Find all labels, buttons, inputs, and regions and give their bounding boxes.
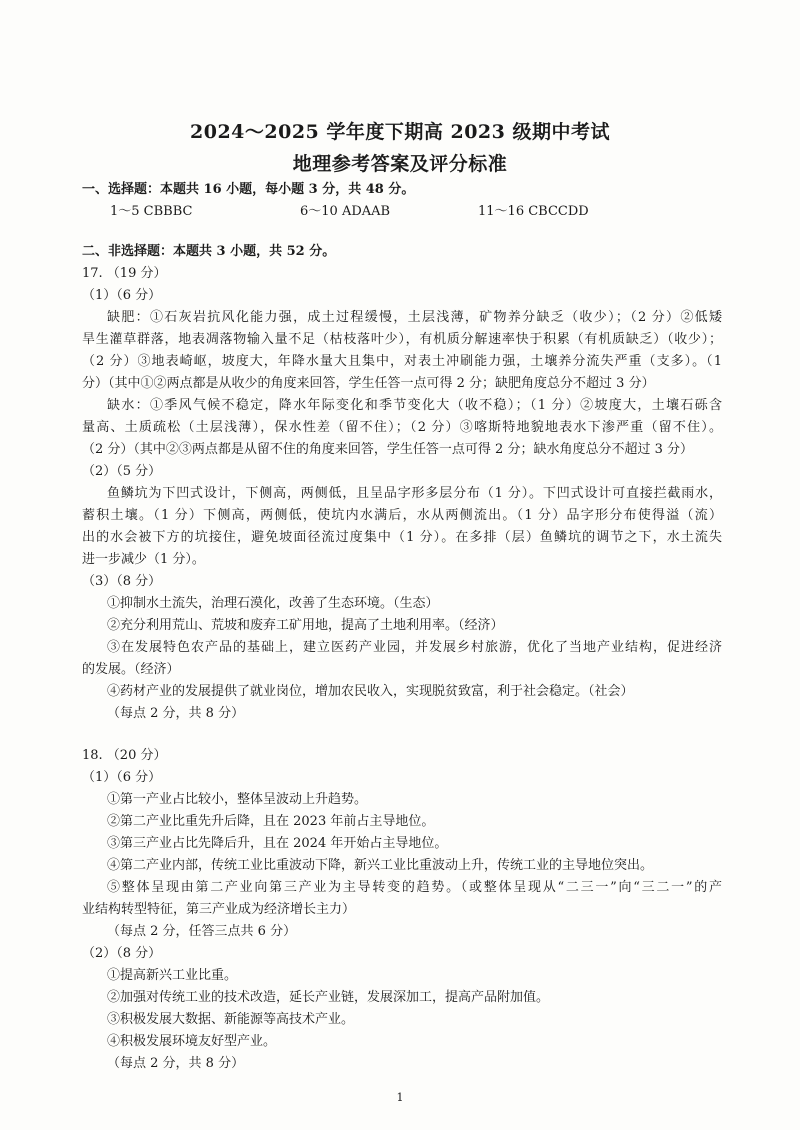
q17-p3-line: ①抑制水土流失，治理石漠化，改善了生态环境。（生态） [107,596,439,611]
q18-p1-line: ⑤整体呈现由第二产业向第三产业为主导转变的趋势。（或整体呈现从“二三一”向“三二一”的产 [107,880,722,895]
q18-p2-line: ②加强对传统工业的技术改造，延长产业链，发展深加工，提高产品附加值。 [107,990,550,1005]
q18-part2-heading: （2）（8 分） [82,946,162,961]
q18-p2-line: ④积极发展环境友好型产业。 [107,1034,277,1049]
q18-p2-line: ①提高新兴工业比重。 [107,968,238,983]
section2-heading: 二、非选择题：本题共 3 小题，共 52 分。 [82,244,336,259]
q17-p1-line: （2 分）（其中②③两点都是从留不住的角度来回答，学生任答一点可得 2 分；缺水角度总分不超过 3 分） [82,442,693,457]
answers-11-16: 11～16 CBCCDD [478,204,589,219]
q17-p2-line: 鱼鳞坑为下凹式设计，下侧高，两侧低，且呈品字形多层分布（1 分）。下凹式设计可直接拦截雨水， [107,486,722,501]
q17-p2-line: 蓄积土壤。（1 分）下侧高，两侧低，使坑内水满后，水从两侧流出。（1 分）品字形分布使得溢（流） [82,508,722,523]
q18-p1-scoring: （每点 2 分，任答三点共 6 分） [107,924,297,939]
q17-p3-line: ②充分利用荒山、荒坡和废弃工矿用地，提高了土地利用率。（经济） [107,618,504,633]
q17-p1-line: （2 分）③地表崎岖，坡度大，年降水量大且集中，对表土冲刷能力强，土壤养分流失严重（支多）。（1 [82,354,722,369]
q18-p2-scoring: （每点 2 分，共 8 分） [107,1056,245,1071]
q17-p1-line: 旱生灌草群落，地表凋落物输入量不足（枯枝落叶少），有机质分解速率快于积累（有机质缺乏）（收少）； [82,332,722,347]
q17-p3-scoring: （每点 2 分，共 8 分） [107,706,245,721]
q17-part2-heading: （2）（5 分） [82,464,162,479]
q17-p1-line: 缺肥：①石灰岩抗风化能力强，成土过程缓慢，土层浅薄，矿物养分缺乏（收少）；（2 分）②低矮 [107,310,722,325]
q18-heading: 18. （20 分） [82,748,167,763]
answers-6-10: 6～10 ADAAB [300,204,391,219]
answers-1-5: 1～5 CBBBC [110,204,193,219]
q18-part1-heading: （1）（6 分） [82,770,162,785]
q17-heading: 17. （19 分） [82,266,167,281]
section1-heading: 一、选择题：本题共 16 小题，每小题 3 分，共 48 分。 [82,182,415,197]
q17-part1-heading: （1）（6 分） [82,288,162,303]
q17-p3-line: 的发展。（经济） [82,662,180,677]
q17-p1-line: 缺水：①季风气候不稳定，降水年际变化和季节变化大（收不稳）；（1 分）②坡度大，土壤石砾含 [107,398,722,413]
q17-p3-line: ④药材产业的发展提供了就业岗位，增加农民收入，实现脱贫致富，利于社会稳定。（社会） [107,684,634,699]
exam-subtitle: 地理参考答案及评分标准 [292,153,508,175]
q17-p1-line: 量高、土质疏松（土层浅薄），保水性差（留不住）；（2 分）③喀斯特地貌地表水下渗严重（留不住）。 [82,420,722,435]
q18-p1-line: ④第二产业内部，传统工业比重波动下降，新兴工业比重波动上升，传统工业的主导地位突出。 [107,858,654,873]
q18-p1-line: ②第二产业比重先升后降，且在 2023 年前占主导地位。 [107,814,435,829]
exam-title: 2024～2025 学年度下期高 2023 级期中考试 [190,121,610,143]
q17-p1-line: 分）（其中①②两点都是从收少的角度来回答，学生任答一点可得 2 分；缺肥角度总分不超过 3 分） [82,376,655,391]
q17-p2-line: 出的水会被下方的坑接住，避免坡面径流过度集中（1 分）。在多排（层）鱼鳞坑的调节之下，水土流失 [82,530,722,545]
q18-p1-line: ①第一产业占比较小，整体呈波动上升趋势。 [107,792,368,807]
q18-p1-line: ③第三产业占比先降后升，且在 2024 年开始占主导地位。 [107,836,448,851]
q17-part3-heading: （3）（8 分） [82,574,162,589]
q17-p2-line: 进一步减少（1 分）。 [82,552,205,567]
page-number: 1 [396,1091,404,1104]
q18-p1-line: 业结构转型特征，第三产业成为经济增长主力） [82,902,356,917]
q18-p2-line: ③积极发展大数据、新能源等高技术产业。 [107,1012,355,1027]
q17-p3-line: ③在发展特色农产品的基础上，建立医药产业园，并发展乡村旅游，优化了当地产业结构，促进经济 [107,640,722,655]
